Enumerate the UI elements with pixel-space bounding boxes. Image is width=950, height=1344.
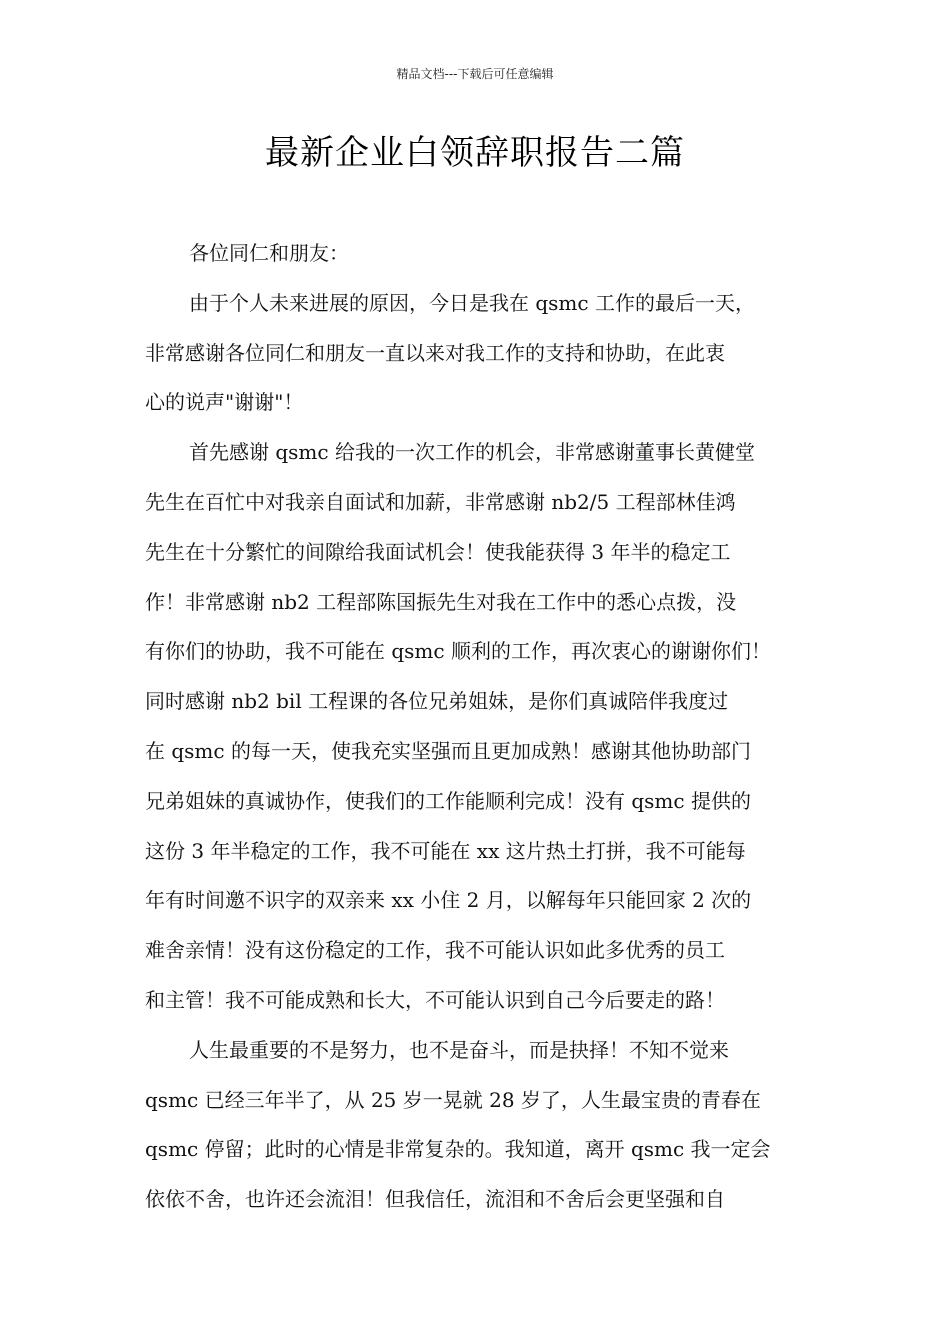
- body-line: 年有时间邀不识字的双亲来 xx 小住 2 月，以解每年只能回家 2 次的: [145, 888, 752, 913]
- document-title: 最新企业白领辞职报告二篇: [265, 133, 685, 173]
- document-body: [145, 229, 810, 1225]
- body-line: 先生在百忙中对我亲自面试和加薪，非常感谢 nb2/5 工程部林佳鸿: [145, 489, 736, 514]
- body-line: 人生最重要的不是努力，也不是奋斗，而是抉择！不知不觉来: [189, 1037, 729, 1062]
- body-line: 兄弟姐妹的真诚协作，使我们的工作能顺利完成！没有 qsmc 提供的: [145, 788, 751, 813]
- body-line: 由于个人未来进展的原因，今日是我在 qsmc 工作的最后一天，: [189, 290, 755, 315]
- header-note: 精品文档---下载后可任意编辑: [396, 67, 554, 81]
- body-line: 难舍亲情！没有这份稳定的工作，我不可能认识如此多优秀的员工: [145, 938, 725, 963]
- body-line: 首先感谢 qsmc 给我的一次工作的机会，非常感谢董事长黄健堂: [189, 440, 755, 465]
- body-line: 先生在十分繁忙的间隙给我面试机会！使我能获得 3 年半的稳定工: [145, 539, 731, 564]
- body-line: 非常感谢各位同仁和朋友一直以来对我工作的支持和协助，在此衷: [145, 340, 725, 365]
- body-line: 在 qsmc 的每一天，使我充实坚强而且更加成熟！感谢其他协助部门: [145, 738, 751, 763]
- body-line: qsmc 停留；此时的心情是非常复杂的。我知道，离开 qsmc 我一定会: [145, 1137, 771, 1162]
- body-line: 心的说声"谢谢"！: [145, 390, 304, 415]
- body-line: 作！非常感谢 nb2 工程部陈国振先生对我在工作中的悉心点拨，没: [145, 589, 737, 614]
- body-line: qsmc 已经三年半了，从 25 岁一晃就 28 岁了，人生最宝贵的青春在: [145, 1087, 761, 1112]
- body-line: 依依不舍，也许还会流泪！但我信任，流泪和不舍后会更坚强和自: [145, 1187, 725, 1212]
- body-line: 同时感谢 nb2 bil 工程课的各位兄弟姐妹，是你们真诚陪伴我度过: [145, 689, 729, 714]
- body-line: 这份 3 年半稳定的工作，我不可能在 xx 这片热土打拼，我不可能每: [145, 838, 746, 863]
- body-line: 和主管！我不可能成熟和长大，不可能认识到自己今后要走的路！: [145, 987, 725, 1012]
- body-line: 有你们的协助，我不可能在 qsmc 顺利的工作，再次衷心的谢谢你们！: [145, 639, 771, 664]
- body-line: 各位同仁和朋友：: [189, 241, 349, 265]
